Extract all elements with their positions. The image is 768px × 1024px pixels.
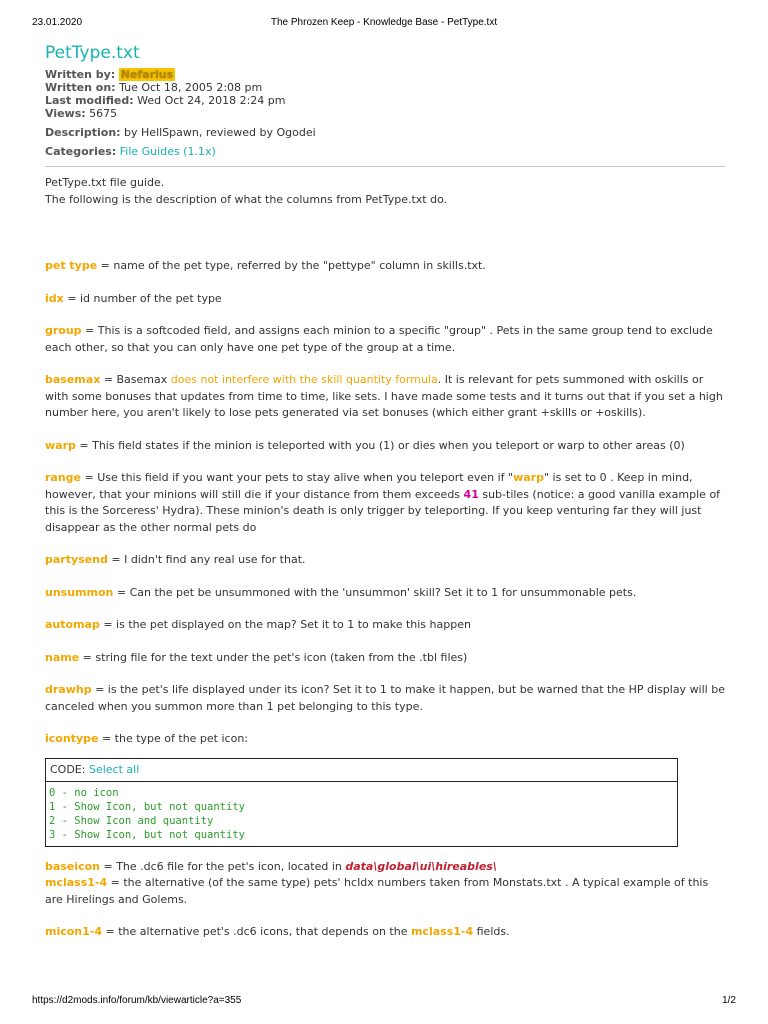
divider (45, 166, 725, 167)
code-label: CODE: (50, 762, 86, 776)
field-key: baseicon (45, 859, 100, 873)
written-on-label: Written on: (45, 81, 116, 94)
field-key: partysend (45, 553, 108, 566)
field-unsummon: unsummon = Can the pet be unsummoned with the 'unsummon' skill? Set it to 1 for unsummonable pets. (45, 585, 637, 599)
field-micon: micon1-4 = the alternative pet's .dc6 icons, that depends on the mclass1-4 fields. (45, 925, 510, 938)
written-on-value: Tue Oct 18, 2005 2:08 pm (119, 81, 263, 94)
views-label: Views: (45, 107, 86, 120)
views-row (45, 107, 725, 120)
field-drawhp: drawhp = is the pet's life displayed under its icon? Set it to 1 to make it happen, but be warned that the HP display will be canceled when you summon more than 1 pet belonging to this type. (45, 683, 725, 713)
field-pettype: pet type = name of the pet type, referred by the "pettype" column in skills.txt. (45, 259, 486, 272)
author-link[interactable]: Nefarius (120, 68, 174, 81)
modified-value: Wed Oct 24, 2018 2:24 pm (137, 94, 286, 107)
range-number: 41 (463, 487, 479, 501)
written-by-row (45, 68, 725, 81)
print-date: 23.01.2020 (32, 17, 83, 28)
written-by-label: Written by: (45, 68, 116, 81)
field-key: micon1-4 (45, 925, 103, 938)
field-key: drawhp (45, 683, 92, 696)
print-footer (32, 995, 736, 1009)
field-key: range (45, 471, 82, 484)
views-value: 5675 (89, 107, 118, 120)
print-header (32, 17, 736, 31)
field-range: range = Use this field if you want your pets to stay alive when you teleport even if "warp" is set to 0 . Keep in mind, however, that your minions will still die if your distance from them exceeds 41 sub-tiles (notice: a good vanilla example of this is the Sorceress' Hydra). These minion's death is only trigger by teleporting. If you keep venturing far they will just disappear as the other normal pets do (45, 471, 721, 534)
category-link[interactable]: File Guides (1.1x) (119, 145, 216, 158)
select-all-link[interactable]: Select all (88, 762, 140, 776)
intro-line-1: PetType.txt file guide. (45, 176, 165, 189)
warp-reference: warp (513, 471, 544, 484)
mclass-reference: mclass1-4 (410, 925, 474, 938)
highlight-text: does not interfere with the skill quantity formula (170, 373, 438, 386)
field-key: group (45, 324, 82, 337)
page-number: 1/2 (722, 995, 736, 1006)
print-url: https://d2mods.info/forum/kb/viewarticle?a=355 (32, 995, 242, 1006)
field-automap: automap = is the pet displayed on the map? Set it to 1 to make this happen (45, 618, 471, 631)
field-baseicon: baseicon = The .dc6 file for the pet's icon, located in data\global\ui\hireables\ (45, 859, 497, 873)
code-line: 1 - Show Icon, but not quantity (49, 800, 245, 813)
code-box (45, 758, 678, 847)
field-key: pet type (45, 259, 98, 272)
field-warp: warp = This field states if the minion is teleported with you (1) or dies when you teleport or warp to other areas (0) (45, 438, 685, 452)
article (45, 42, 725, 957)
field-idx: idx = id number of the pet type (45, 291, 222, 305)
field-key: warp (45, 438, 76, 452)
modified-row (45, 94, 725, 107)
field-icontype: icontype = the type of the pet icon: (45, 732, 249, 745)
field-mclass: mclass1-4 = the alternative (of the same type) pets' hcIdx numbers taken from Monstats.txt . A typical example of this are Hirelings and Golems. (45, 876, 709, 906)
field-partysend: partysend = I didn't find any real use for that. (45, 553, 306, 566)
field-group: group = This is a softcoded field, and assigns each minion to a specific "group" . Pets in the same group tend to exclude each other, so that you can only have one pet type of the group at a time. (45, 324, 713, 354)
field-basemax: basemax = Basemax does not interfere with the skill quantity formula. It is relevant for pets summoned with oskills or with some bonuses that updates from time to time, like sets. I have made some tests and it turns out that if you set a high number here, you aren't likely to lose pets generated via set bonuses (which either grant +skills or +oskills). (45, 373, 723, 419)
article-title: PetType.txt (45, 43, 140, 63)
written-on-row (45, 81, 725, 94)
field-key: icontype (45, 732, 99, 745)
field-key: mclass1-4 (45, 876, 108, 889)
description-label: Description: (45, 126, 121, 139)
field-key: name (45, 650, 80, 664)
categories-row (45, 145, 725, 158)
code-line: 2 - Show Icon and quantity (49, 814, 214, 827)
field-key: unsummon (45, 585, 114, 599)
modified-label: Last modified: (45, 94, 134, 107)
code-header (46, 759, 677, 782)
file-path: data\global\ui\hireables\ (345, 859, 497, 873)
code-line: 3 - Show Icon, but not quantity (49, 828, 245, 841)
code-line: 0 - no icon (49, 786, 119, 799)
description-row (45, 126, 725, 139)
field-key: idx (45, 291, 64, 305)
field-key: automap (45, 618, 100, 631)
code-body[interactable] (46, 782, 677, 846)
description-value: by HellSpawn, reviewed by Ogodei (124, 126, 316, 139)
article-meta (45, 68, 725, 158)
field-name: name = string file for the text under the pet's icon (taken from the .tbl files) (45, 650, 468, 664)
print-page-title: The Phrozen Keep - Knowledge Base - PetType.txt (270, 17, 498, 28)
categories-label: Categories: (45, 145, 117, 158)
field-key: basemax (45, 373, 101, 386)
intro-line-2: The following is the description of what the columns from PetType.txt do. (45, 192, 448, 206)
